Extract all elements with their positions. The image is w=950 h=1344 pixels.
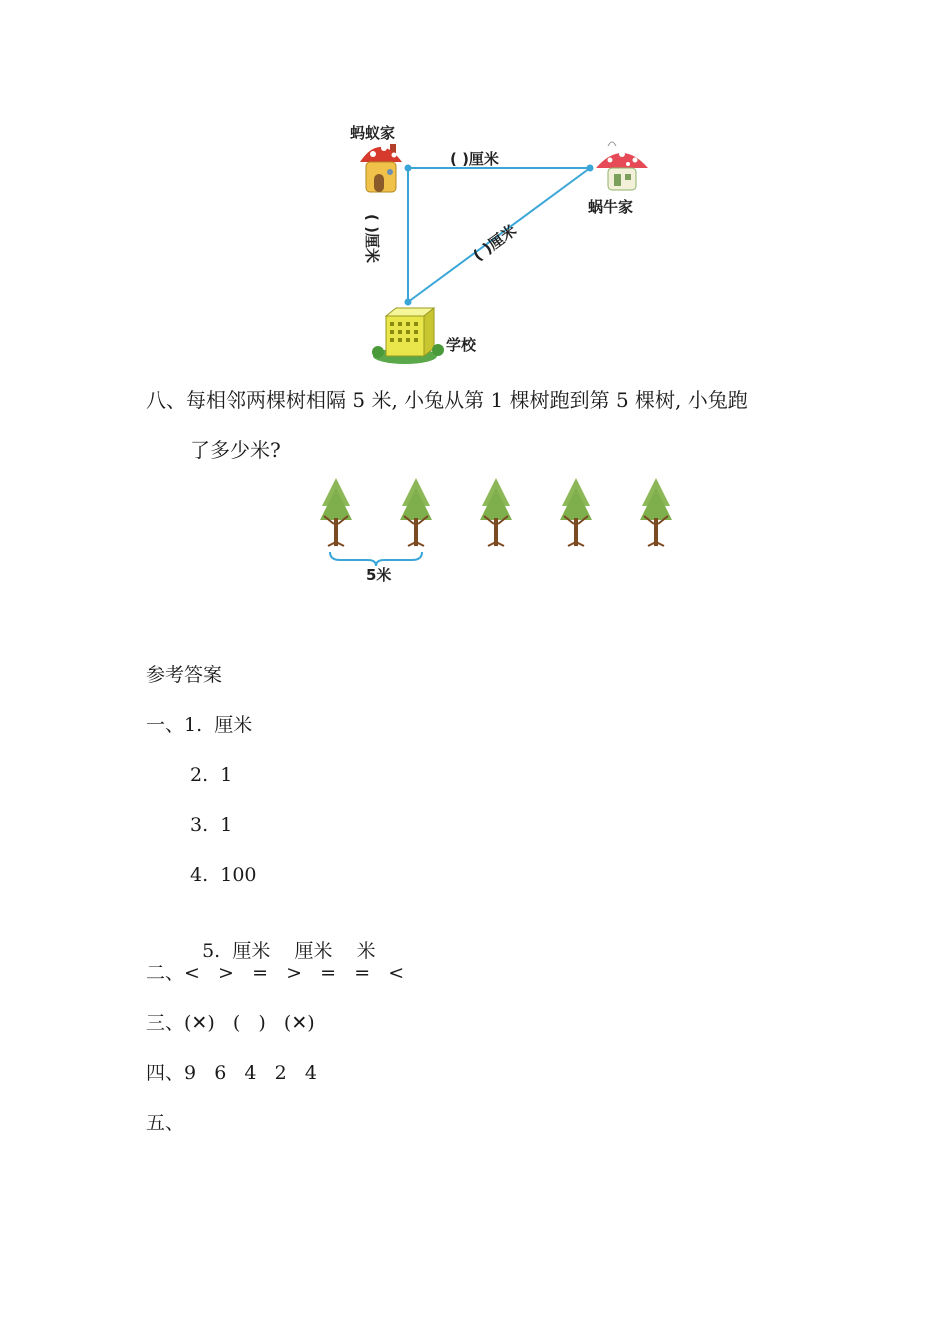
school-building-icon bbox=[372, 308, 444, 364]
tree-icon bbox=[640, 478, 672, 546]
answer-1-5 bbox=[190, 912, 376, 964]
tree-icon bbox=[320, 478, 352, 546]
answer-text: 1 bbox=[220, 814, 233, 836]
answer-text: 厘米 bbox=[214, 714, 253, 736]
distance-diagram bbox=[340, 110, 660, 380]
question-8-line-2: 了多少米? bbox=[190, 438, 281, 462]
answer-4: 四、9 6 4 2 4 bbox=[146, 1062, 317, 1084]
answer-number: 4. bbox=[190, 864, 209, 886]
answer-text: 100 bbox=[220, 864, 257, 886]
answer-text: 厘米 厘米 米 bbox=[232, 940, 376, 962]
answer-1-3 bbox=[190, 812, 232, 838]
answer-number: 2. bbox=[190, 764, 209, 786]
answers-heading: 参考答案 bbox=[146, 664, 223, 686]
answer-text: 1 bbox=[220, 764, 233, 786]
trees-illustration bbox=[310, 470, 690, 590]
question-8-line-1: 八、每相邻两棵树相隔 5 米, 小兔从第 1 棵树跑到第 5 棵树, 小兔跑 bbox=[146, 388, 748, 412]
answer-2: 二、< > = > = = < bbox=[146, 962, 405, 984]
top-edge-label: ( )厘米 bbox=[450, 150, 499, 168]
snail-home-point bbox=[587, 165, 594, 172]
answer-number: 5. bbox=[202, 940, 221, 962]
ant-home-point bbox=[405, 165, 412, 172]
school-label: 学校 bbox=[446, 336, 477, 354]
answer-number: 一、1. bbox=[146, 714, 203, 736]
snail-house-icon bbox=[596, 142, 648, 190]
tree-icon bbox=[400, 478, 432, 546]
answer-5: 五、 bbox=[146, 1112, 185, 1134]
answer-number: 3. bbox=[190, 814, 209, 836]
tree-icon bbox=[480, 478, 512, 546]
answer-1-1 bbox=[146, 712, 252, 738]
tree-icon bbox=[560, 478, 592, 546]
school-point bbox=[405, 299, 412, 306]
answer-1-4 bbox=[190, 862, 257, 888]
brace-label: 5米 bbox=[366, 566, 392, 584]
left-edge-label: ( )厘米 bbox=[362, 214, 381, 263]
ant-home-label: 蚂蚁家 bbox=[350, 124, 396, 142]
diagonal-edge-label: ( )厘米 bbox=[469, 221, 520, 265]
answer-3: 三、(✕) ( ) (✕) bbox=[146, 1012, 315, 1034]
snail-home-label: 蜗牛家 bbox=[588, 198, 634, 216]
ant-house-icon bbox=[360, 144, 402, 192]
answer-1-2 bbox=[190, 762, 232, 788]
